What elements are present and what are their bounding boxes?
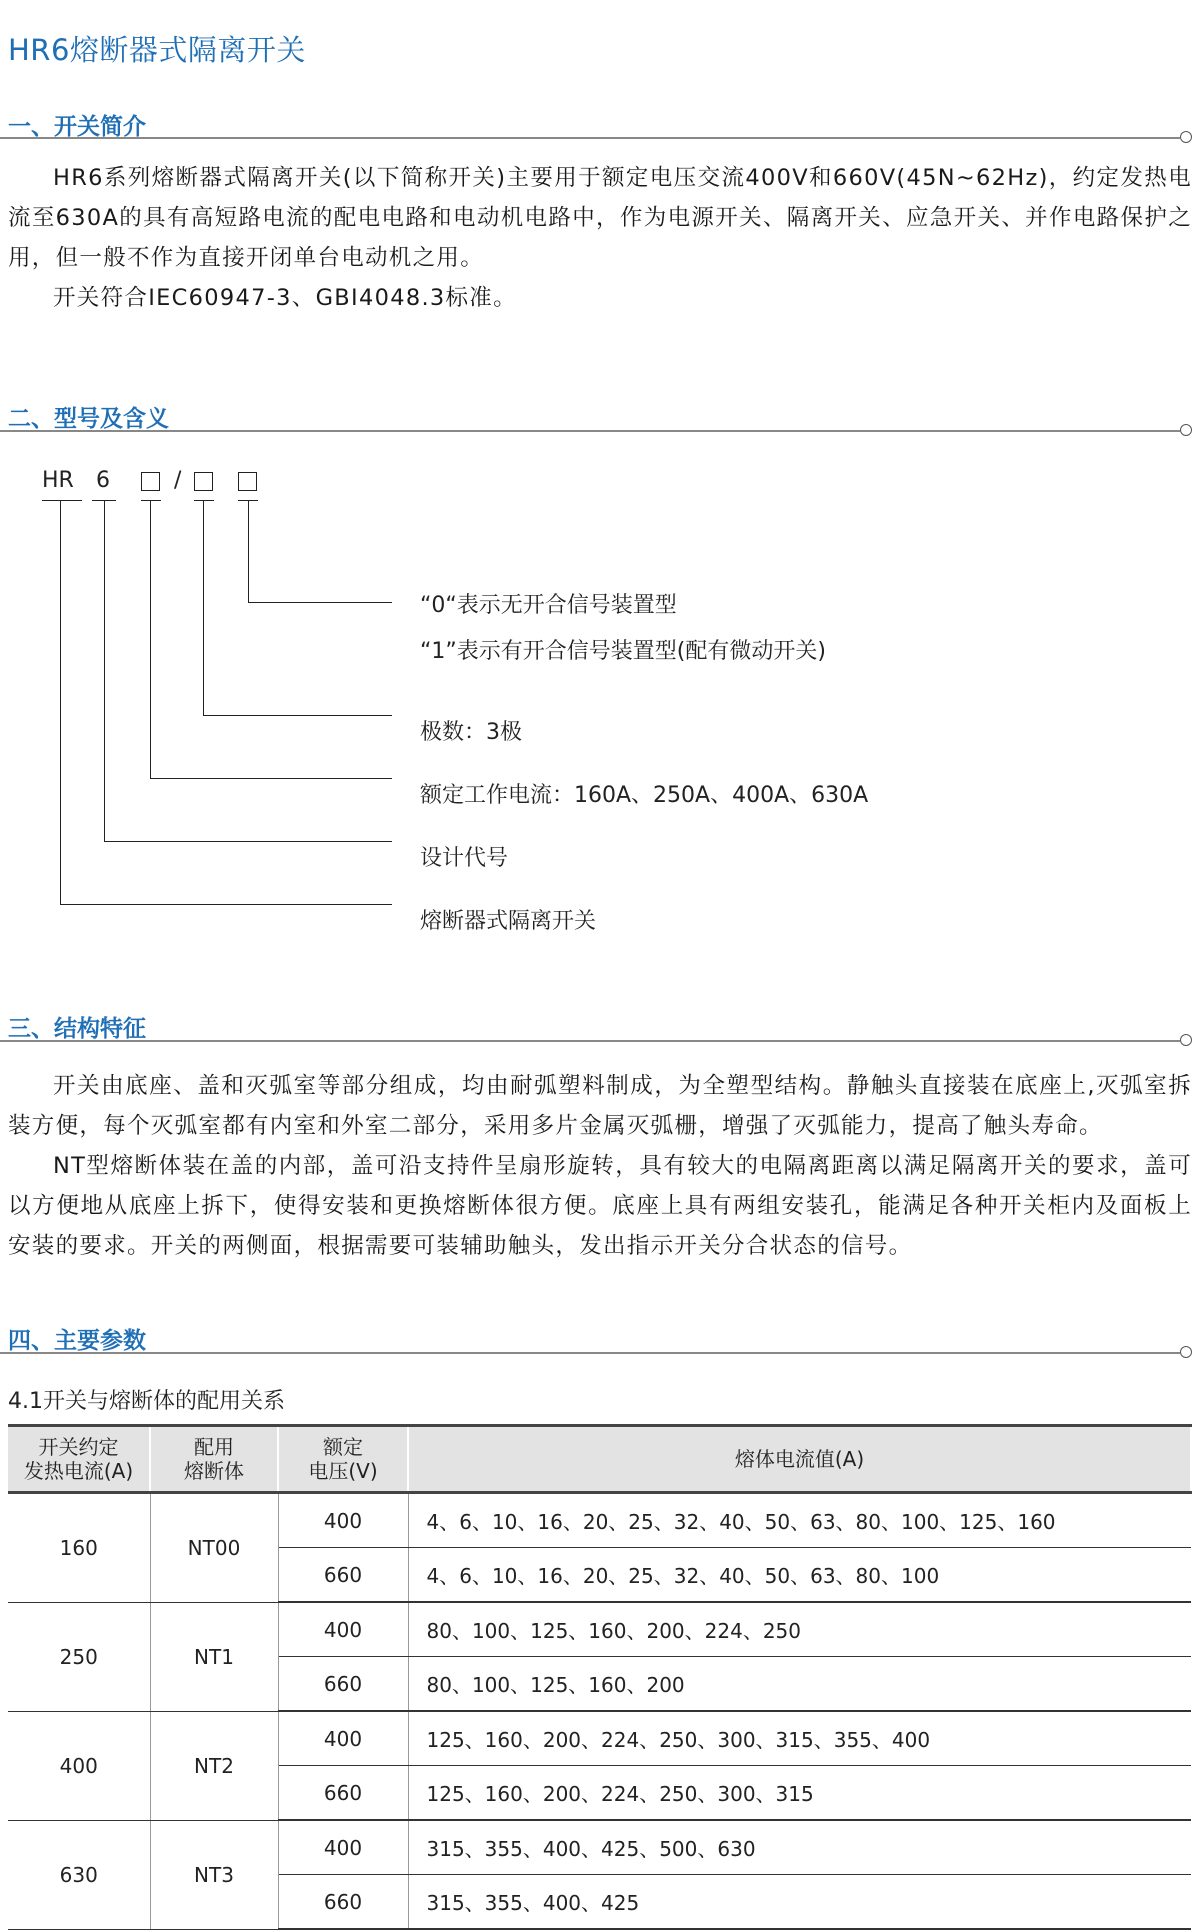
cell-values: 125、160、200、224、250、300、315、355、400 xyxy=(408,1711,1191,1766)
intro-paragraph-1: HR6系列熔断器式隔离开关(以下简称开关)主要用于额定电压交流400V和660V(45N~62Hz)，约定发热电流至630A的具有高短路电流的配电电路和电动机电路中，作为电源开关、隔离开关、应急开关、并作电路保护之用，但一般不作为直接开闭单台电动机之用。 xyxy=(8,165,1192,271)
label-signal-0: “0“表示无开合信号装置型 xyxy=(420,593,677,618)
leader-name-h xyxy=(60,904,392,905)
cell-voltage: 400 xyxy=(278,1820,408,1875)
cell-voltage: 400 xyxy=(278,1493,408,1548)
section-heading-intro: 一、开关简介 xyxy=(8,114,146,140)
cell-values: 80、100、125、160、200、224、250 xyxy=(408,1602,1191,1657)
cell-current: 400 xyxy=(8,1711,150,1820)
label-signal-1: “1”表示有开合信号装置型(配有微动开关) xyxy=(420,639,826,664)
divider-dot-icon xyxy=(1180,424,1192,436)
cell-current: 630 xyxy=(8,1820,150,1929)
table-subtitle: 4.1开关与熔断体的配用关系 xyxy=(8,1389,285,1414)
header-current-line2: 发热电流(A) xyxy=(23,1459,134,1483)
cell-voltage: 660 xyxy=(278,1766,408,1821)
underline-poles xyxy=(194,500,214,501)
underline-hr xyxy=(42,500,82,501)
header-fuse-line2: 熔断体 xyxy=(184,1459,244,1483)
label-poles: 极数：3极 xyxy=(420,720,522,745)
section-heading-model: 二、型号及含义 xyxy=(8,406,169,432)
divider-dot-icon xyxy=(1180,131,1192,143)
intro-paragraph-2: 开关符合IEC60947-3、GBI4048.3标准。 xyxy=(53,285,517,311)
section-divider xyxy=(0,1040,1180,1042)
page-title: HR6熔断器式隔离开关 xyxy=(8,33,306,67)
leader-design-h xyxy=(104,841,392,842)
header-voltage-line2: 电压(V) xyxy=(308,1459,378,1483)
structure-paragraph-1: 开关由底座、盖和灭弧室等部分组成，均由耐弧塑料制成，为全塑型结构。静触头直接装在底座上,灭弧室拆装方便，每个灭弧室都有内室和外室二部分，采用多片金属灭弧栅，增强了灭弧能力，提高了触头寿命。 xyxy=(8,1073,1192,1139)
model-code-6: 6 xyxy=(96,468,110,493)
cell-values: 315、355、400、425、500、630 xyxy=(408,1820,1191,1875)
label-current: 额定工作电流：160A、250A、400A、630A xyxy=(420,783,869,808)
section-heading-params: 四、主要参数 xyxy=(8,1328,146,1354)
cell-voltage: 660 xyxy=(278,1875,408,1930)
leader-signal xyxy=(248,500,249,602)
section-divider xyxy=(0,430,1180,432)
table-row xyxy=(8,1711,1191,1766)
header-values: 熔体电流值(A) xyxy=(408,1426,1191,1493)
table-row xyxy=(8,1820,1191,1875)
divider-dot-icon xyxy=(1180,1346,1192,1358)
leader-poles xyxy=(203,500,204,715)
table-row xyxy=(8,1493,1191,1548)
model-box-current xyxy=(141,472,160,491)
divider-dot-icon xyxy=(1180,1034,1192,1046)
leader-current-h xyxy=(150,778,392,779)
cell-values: 4、6、10、16、20、25、32、40、50、63、80、100 xyxy=(408,1548,1191,1603)
cell-voltage: 660 xyxy=(278,1657,408,1712)
header-fuse-line1: 配用 xyxy=(194,1435,234,1459)
cell-values: 315、355、400、425 xyxy=(408,1875,1191,1930)
model-code-slash: / xyxy=(174,468,182,493)
cell-current: 250 xyxy=(8,1602,150,1711)
header-current-line1: 开关约定 xyxy=(38,1435,119,1459)
cell-fuse: NT1 xyxy=(150,1602,278,1711)
header-fuse xyxy=(150,1426,278,1493)
header-voltage-line1: 额定 xyxy=(323,1435,363,1459)
leader-name xyxy=(60,500,61,904)
label-design: 设计代号 xyxy=(420,846,509,871)
table-header-row xyxy=(8,1426,1191,1493)
model-box-signal xyxy=(238,472,257,491)
fuse-parameter-table xyxy=(8,1424,1192,1930)
section-divider xyxy=(0,137,1180,139)
cell-fuse: NT00 xyxy=(150,1493,278,1603)
underline-current xyxy=(141,500,161,501)
header-current xyxy=(8,1426,150,1493)
model-box-poles xyxy=(194,472,213,491)
cell-fuse: NT2 xyxy=(150,1711,278,1820)
leader-poles-h xyxy=(203,715,392,716)
leader-design xyxy=(104,500,105,841)
leader-current xyxy=(150,500,151,778)
header-voltage xyxy=(278,1426,408,1493)
leader-signal-h xyxy=(248,602,392,603)
cell-values: 125、160、200、224、250、300、315 xyxy=(408,1766,1191,1821)
section-divider xyxy=(0,1352,1180,1354)
cell-values: 4、6、10、16、20、25、32、40、50、63、80、100、125、160 xyxy=(408,1493,1191,1548)
structure-paragraph-2: NT型熔断体装在盖的内部，盖可沿支持件呈扇形旋转，具有较大的电隔离距离以满足隔离开关的要求，盖可以方便地从底座上拆下，使得安装和更换熔断体很方便。底座上具有两组安装孔，能满足各种开关柜内及面板上安装的要求。开关的两侧面，根据需要可装辅助触头，发出指示开关分合状态的信号。 xyxy=(8,1153,1192,1259)
cell-voltage: 400 xyxy=(278,1711,408,1766)
cell-values: 80、100、125、160、200 xyxy=(408,1657,1191,1712)
cell-fuse: NT3 xyxy=(150,1820,278,1929)
intro-text xyxy=(8,158,1192,318)
label-name: 熔断器式隔离开关 xyxy=(420,909,597,934)
cell-voltage: 400 xyxy=(278,1602,408,1657)
table-row xyxy=(8,1602,1191,1657)
model-code-hr: HR xyxy=(42,468,74,493)
cell-voltage: 660 xyxy=(278,1548,408,1603)
structure-text xyxy=(8,1066,1192,1266)
cell-current: 160 xyxy=(8,1493,150,1603)
section-heading-structure: 三、结构特征 xyxy=(8,1016,146,1042)
